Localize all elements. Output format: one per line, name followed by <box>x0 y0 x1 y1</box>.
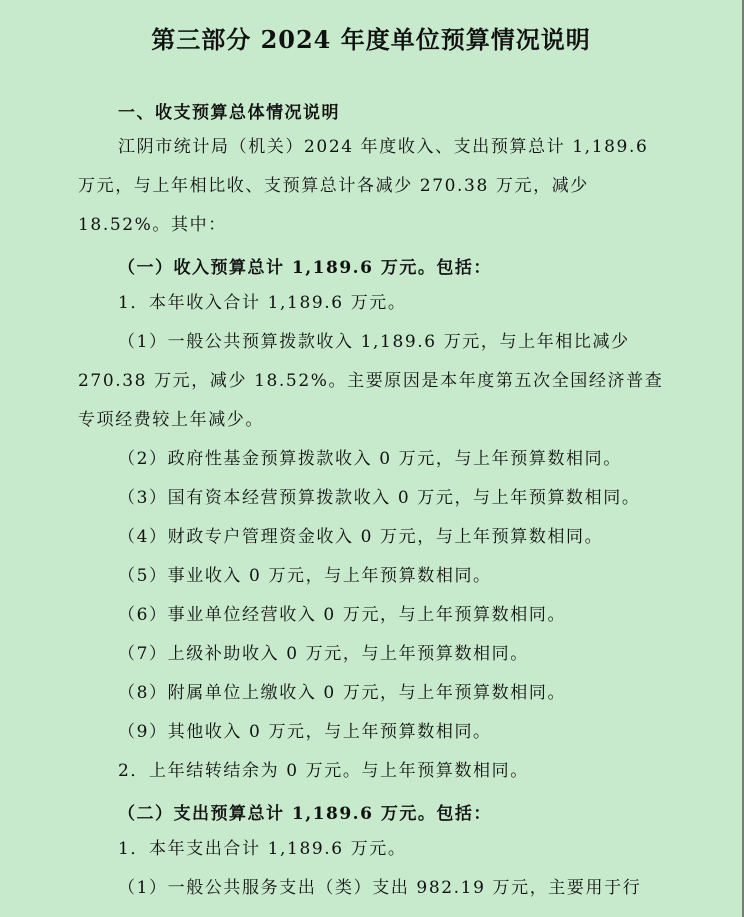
income-sub-item: （6）事业单位经营收入 0 万元，与上年预算数相同。 <box>118 605 567 625</box>
income-sub-1-line: （1）一般公共预算拨款收入 1,189.6 万元，与上年相比减少 <box>118 332 630 352</box>
income-sub-item: （7）上级补助收入 0 万元，与上年预算数相同。 <box>118 644 529 664</box>
income-sub-item: （4）财政专户管理资金收入 0 万元，与上年预算数相同。 <box>118 527 604 547</box>
section-heading-budget-overview: 一、收支预算总体情况说明 <box>118 103 340 123</box>
paragraph-line: 万元，与上年相比收、支预算总计各减少 270.38 万元，减少 <box>78 176 589 196</box>
expense-item-1: 1．本年支出合计 1,189.6 万元。 <box>118 839 407 859</box>
paragraph-line: 18.52%。其中： <box>78 215 227 235</box>
income-heading: （一）收入预算总计 1,189.6 万元。包括： <box>118 258 492 278</box>
income-sub-item: （3）国有资本经营预算拨款收入 0 万元，与上年预算数相同。 <box>118 488 641 508</box>
income-item-2: 2．上年结转结余为 0 万元。与上年预算数相同。 <box>118 761 529 781</box>
income-sub-item: （9）其他收入 0 万元，与上年预算数相同。 <box>118 722 492 742</box>
income-sub-item: （5）事业收入 0 万元，与上年预算数相同。 <box>118 566 492 586</box>
income-sub-item: （8）附属单位上缴收入 0 万元，与上年预算数相同。 <box>118 683 567 703</box>
expense-heading: （二）支出预算总计 1,189.6 万元。包括： <box>118 804 492 824</box>
income-sub-1-line: 专项经费较上年减少。 <box>78 410 264 430</box>
page-title: 第三部分 2024 年度单位预算情况说明 <box>151 25 591 54</box>
paragraph-line: 江阴市统计局（机关）2024 年度收入、支出预算总计 1,189.6 <box>118 137 649 157</box>
income-item-1: 1．本年收入合计 1,189.6 万元。 <box>118 293 407 313</box>
expense-sub-1-line: （1）一般公共服务支出（类）支出 982.19 万元，主要用于行 <box>118 878 642 898</box>
income-sub-1-line: 270.38 万元，减少 18.52%。主要原因是本年度第五次全国经济普查 <box>78 371 664 391</box>
income-sub-item: （2）政府性基金预算拨款收入 0 万元，与上年预算数相同。 <box>118 449 622 469</box>
